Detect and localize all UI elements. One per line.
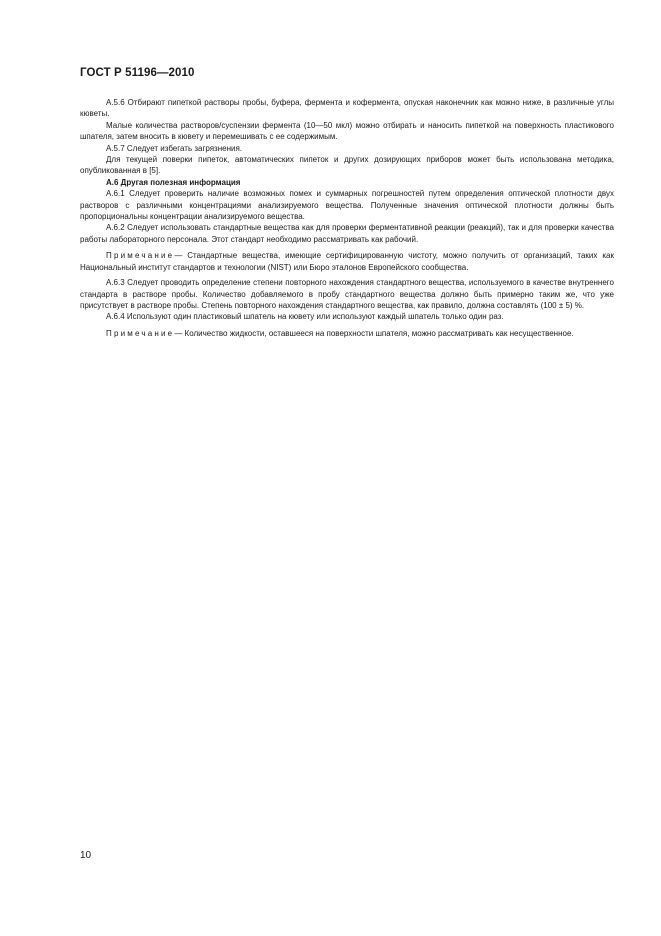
paragraph-a-6-3: А.6.3 Следует проводить определение степени повторного нахождения стандартного вещества, используемого в качестве внутреннего стандарта в растворе пробы. Количество добавляемого в пробу стандартного вещества должно быть примерно таким же, что уже присутствует в растворе пробы. Степень повторного нахождения стандартного вещества, как правило, должна составлять (100 ± 5) %. [80,278,614,310]
page-number: 10 [80,850,92,861]
paragraph-a-6-1: А.6.1 Следует проверить наличие возможных помех и суммарных погрешностей путем определения оптической плотности двух растворов с различными концентрациями анализируемого вещества. Полученные значения оптической плотности должны быть пропорциональны концентрации анализируемого вещества. [80,189,614,222]
paragraph-small-volumes: Малые количества растворов/суспензии фермента (10—50 мкл) можно отбирать и наносить пипеткой на поверхность пластикового шпателя, затем вносить в кювету и перемешивать с ее содержимым. [80,120,614,142]
document-body [80,97,614,343]
note-spatula-liquid [80,328,614,339]
note-label: Примечание [106,251,175,261]
document-header-title: ГОСТ Р 51196—2010 [80,67,195,79]
paragraph-a-6-4: А.6.4 Используют один пластиковый шпатель на кювету или используют каждый шпатель только один раз. [106,312,504,322]
paragraph-a-5-7: А.5.7 Следует избегать загрязнения. [106,143,243,153]
section-heading-a-6: А.6 Другая полезная информация [106,177,241,187]
note-text: — Количество жидкости, оставшееся на поверхности шпателя, можно рассматривать как несущественное. [174,328,574,338]
note-standard-substances [80,250,614,273]
paragraph-a-5-6: А.5.6 Отбирают пипеткой растворы пробы, буфера, фермента и кофермента, опуская наконечник как можно ниже, в различные углы кюветы. [80,98,614,119]
paragraph-pipette-verification: Для текущей поверки пипеток, автоматических пипеток и других дозирующих приборов может быть использована методика, опубликованная в [5]. [80,155,614,176]
note-text: — Стандартные вещества, имеющие сертифицированную чистоту, можно получить от организаций, таких как Национальный институт стандартов и технологии (NIST) или Бюро эталонов Европейского сообщества. [80,251,614,272]
note-label: Примечание [106,328,175,338]
paragraph-a-6-2: А.6.2 Следует использовать стандартные вещества как для проверки ферментативной реакции (реакций), так и для проверки качества работы лабораторного персонала. Этот стандарт необходимо рассматривать как рабочий. [80,223,614,244]
